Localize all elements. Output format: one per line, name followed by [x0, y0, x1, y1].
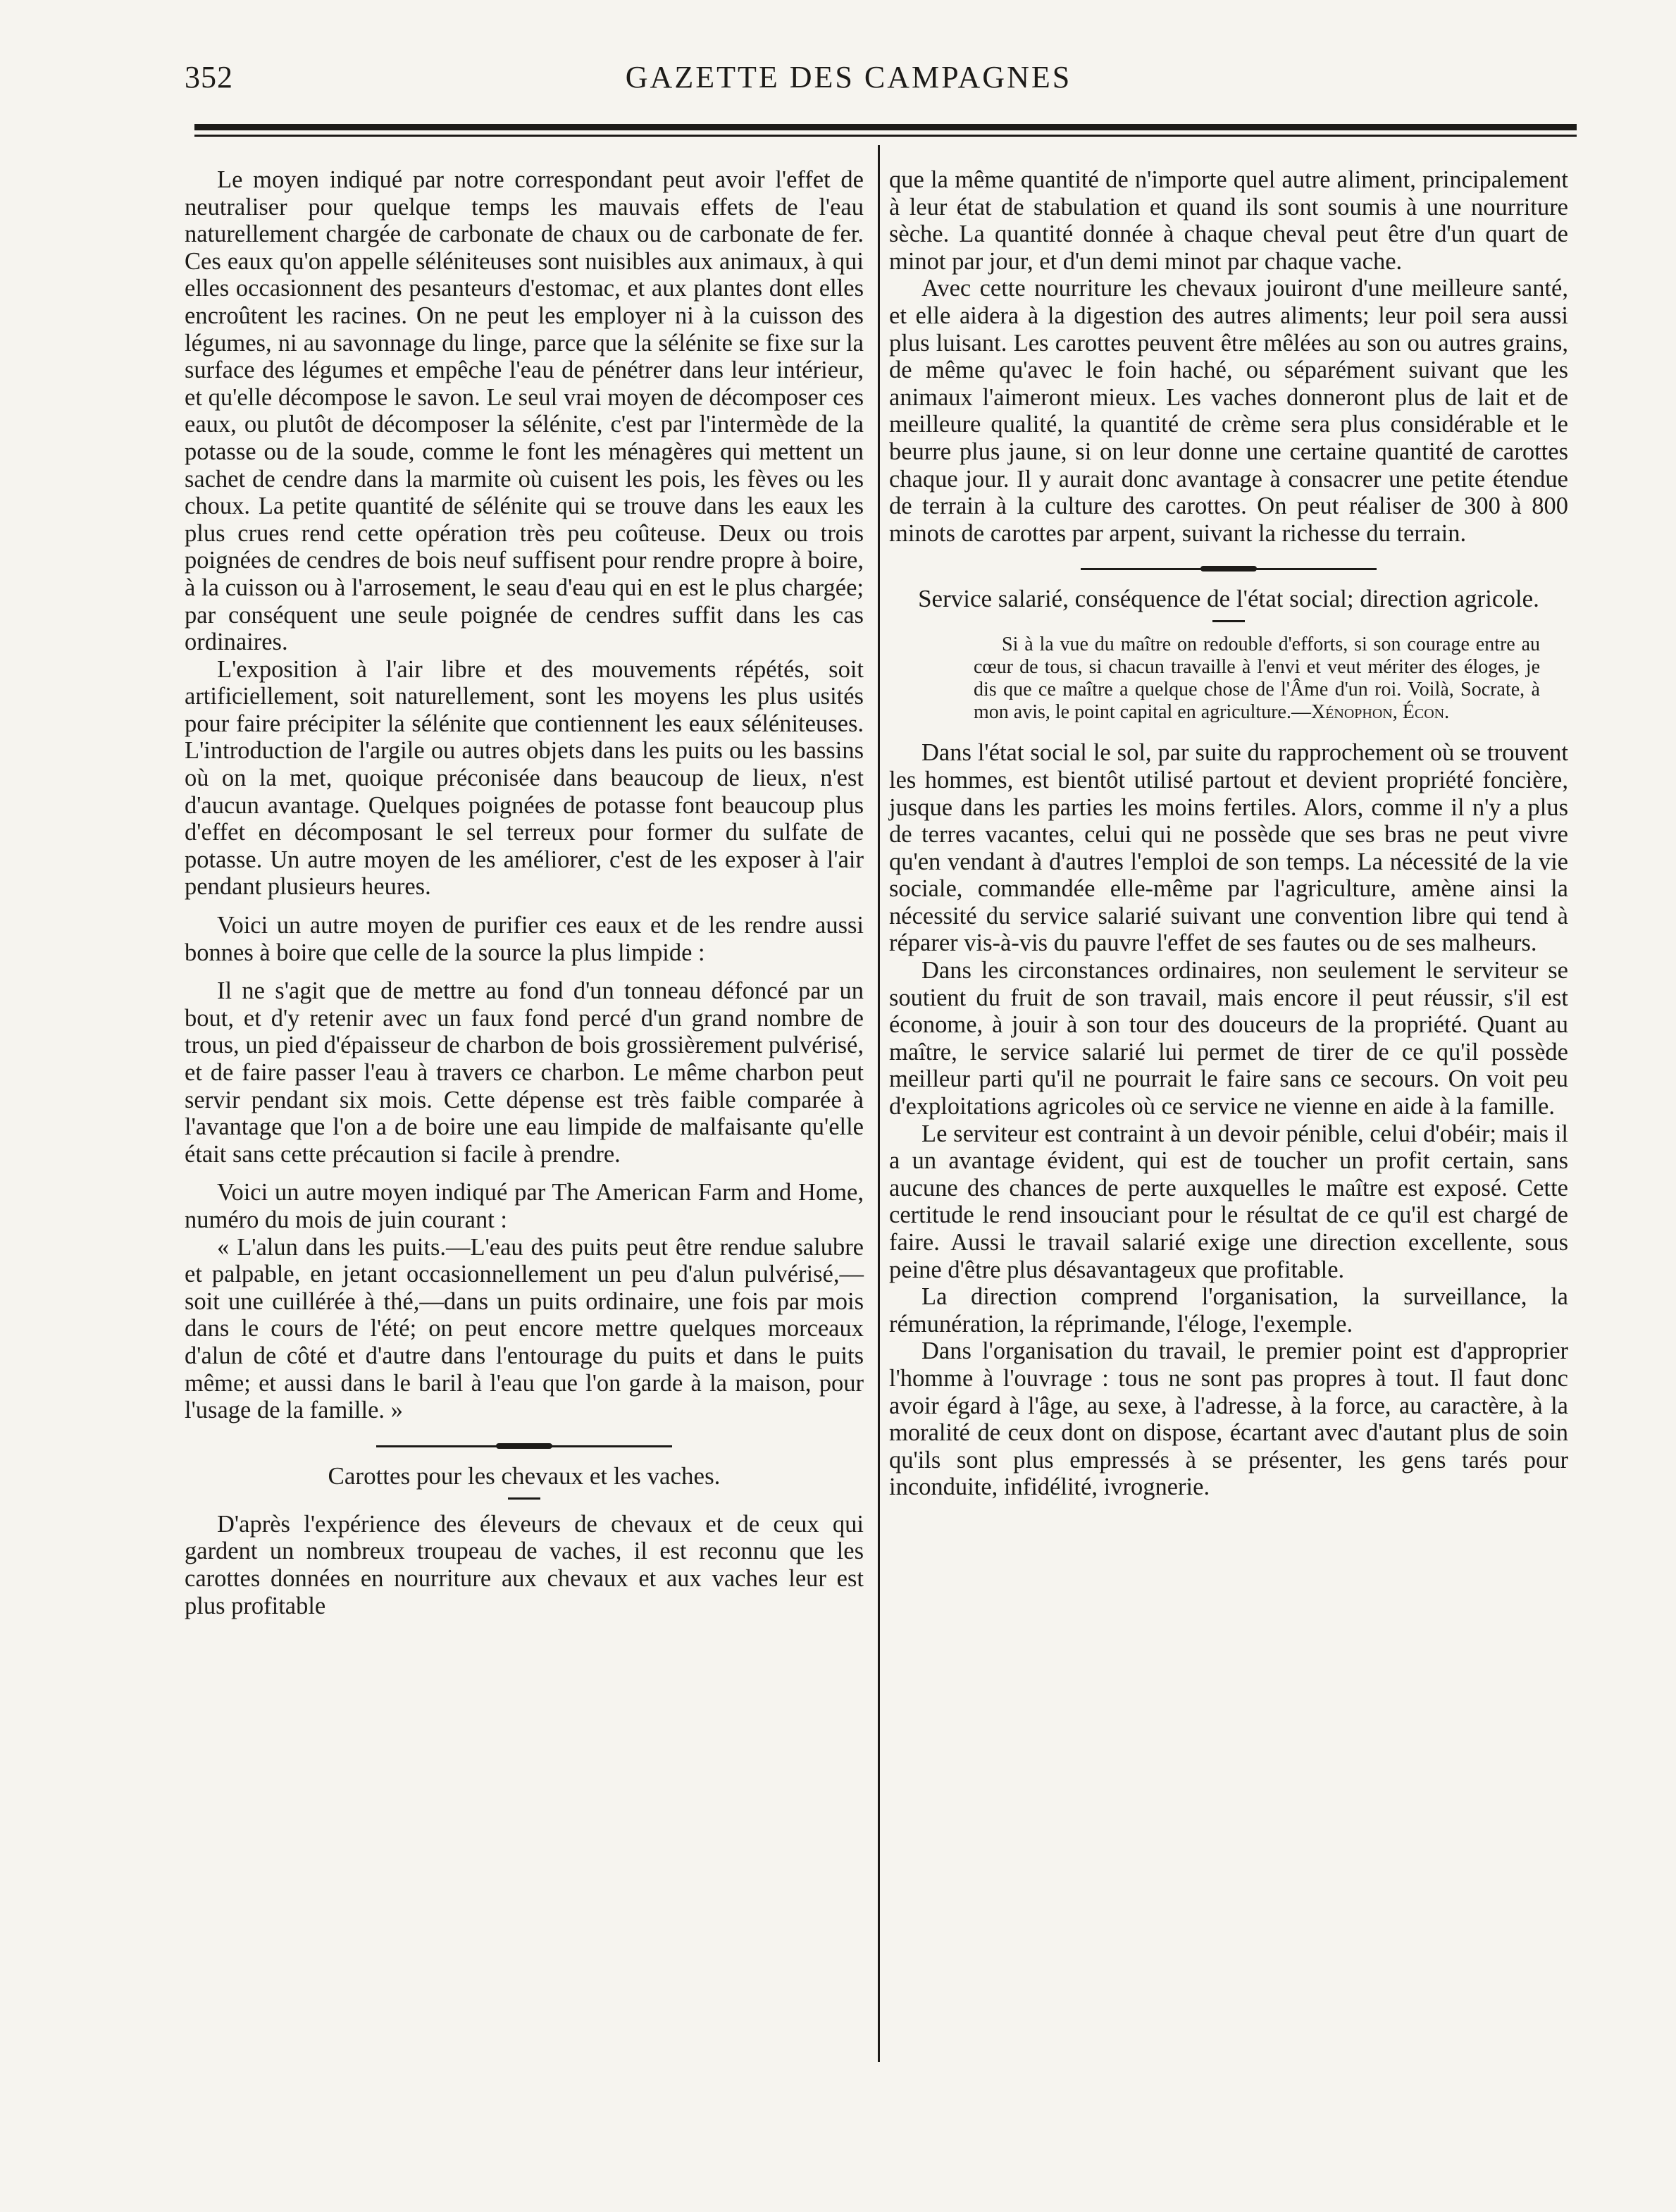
- section-heading-service: Service salarié, conséquence de l'état social; direction agricole.: [918, 585, 1539, 613]
- paragraph: D'après l'expérience des éleveurs de chevaux et de ceux qui gardent un nombreux troupeau de vaches, il est reconnu que les carottes données en nourriture aux chevaux et aux vaches leur est plus profitable: [185, 1510, 864, 1619]
- paragraph: que la même quantité de n'importe quel autre aliment, principalement à leur état de stabulation et quand ils sont soumis à une nourriture sèche. La quantité donnée à chaque cheval peut être d'un quart de minot par jour, et d'un demi minot par chaque vache.: [889, 166, 1568, 275]
- left-column: [185, 166, 864, 1619]
- paragraph: Il ne s'agit que de mettre au fond d'un tonneau défoncé par un bout, et d'y retenir avec un faux fond percé d'un grand nombre de trous, un pied d'épaisseur de charbon de bois grossièrement pulvérisé, et de faire passer l'eau à travers ce charbon. Le même charbon peut servir pendant six mois. Cette dépense est très faible comparée à l'avantage que l'on a de boire une eau limpide de malfaisante qu'elle était sans cette précaution si facile à prendre.: [185, 977, 864, 1168]
- paragraph: Le serviteur est contraint à un devoir pénible, celui d'obéir; mais il a un avantage évident, qui est de toucher un profit certain, sans aucune des chances de perte auxquelles le maître est exposé. Cette certitude le rend insouciant pour le résultat de ce qu'il est chargé de faire. Aussi le travail salarié exige une direction excellente, sous peine d'être plus désavantageux que profitable.: [889, 1120, 1568, 1283]
- heading-dash: [508, 1497, 540, 1500]
- paragraph: Dans l'état social le sol, par suite du rapprochement où se trouvent les hommes, est bientôt utilisé partout et devient propriété foncière, jusque dans les parties les moins fertiles. Alors, comme il n'y a plus de terres vacantes, celui qui ne possède que ses bras ne peut vivre qu'en vendant à d'autres l'emploi de son temps. La nécessité de la vie sociale, commandée elle-même par l'agriculture, amène ainsi la nécessité du service salarié suivant une convention libre qui tend à réparer vis-à-vis du pauvre l'effet de ses fautes ou de ses malheurs.: [889, 739, 1568, 957]
- paragraph: Dans l'organisation du travail, le premier point est d'approprier l'homme à l'ouvrage : tous ne sont pas propres à tout. Il faut donc avoir égard à l'âge, au sexe, à l'adresse, à la force, au caractère, à la moralité de ceux dont on dispose, écartant avec d'autant plus de soin qu'ils sont plus empressés à se présenter, les gens tarés pour inconduite, infidélité, ivrognerie.: [889, 1337, 1568, 1501]
- paragraph: L'exposition à l'air libre et des mouvements répétés, soit artificiellement, soit naturellement, sont les moyens les plus usités pour faire précipiter la sélénite que contiennent les eaux séléniteuses. L'introduction de l'argile ou autres objets dans les puits ou les bassins où on la met, quoique préconisée dans beaucoup de lieux, n'est d'aucun avantage. Quelques poignées de potasse font beaucoup plus d'effet en décomposant le sel terreux pour former du sulfate de potasse. Un autre moyen de les améliorer, c'est de les exposer à l'air pendant plusieurs heures.: [185, 655, 864, 901]
- heading-dash: [1212, 620, 1245, 622]
- paragraph: « L'alun dans les puits.—L'eau des puits peut être rendue salubre et palpable, en jetant occasionnellement un peu d'alun pulvérisé,—soit une cuillérée à thé,—dans un puits ordinaire, une fois par mois dans le cours de l'été; on peut encore mettre quelques morceaux d'alun de côté et d'autre dans l'entourage du puits et dans le puits même; et aussi dans le baril à l'eau que l'on garde à la maison, pour l'usage de la famille. »: [185, 1233, 864, 1424]
- page-number: 352: [185, 60, 233, 94]
- column-divider: [878, 145, 880, 2062]
- section-separator: [376, 1442, 672, 1450]
- running-title: GAZETTE DES CAMPAGNES: [625, 60, 1072, 94]
- section-separator: [1081, 565, 1377, 572]
- epigraph-text: Si à la vue du maître on redouble d'efforts, si son courage entre au cœur de tous, si chacun travaille à l'envi et veut mériter des éloges, je dis que ce maître a quelque chose de l'Âme d'un roi. Voilà, Socrate, à mon avis, le point capital en agriculture.—: [974, 634, 1540, 724]
- paragraph: Voici un autre moyen de purifier ces eaux et de les rendre aussi bonnes à boire que celle de la source la plus limpide :: [185, 912, 864, 966]
- paragraph: Le moyen indiqué par notre correspondant peut avoir l'effet de neutraliser pour quelque temps les mauvais effets de l'eau naturellement chargée de carbonate de chaux ou de carbonate de fer. Ces eaux qu'on appelle séléniteuses sont nuisibles aux animaux, à qui elles occasionnent des pesanteurs d'estomac, et aux plantes dont elles encroûtent les racines. On ne peut les employer ni à la cuisson des légumes, ni au savonnage du linge, parce que la sélénite se fixe sur la surface des légumes et empêche l'eau de pénétrer dans leur intérieur, et qu'elle décompose le savon. Le seul vrai moyen de décomposer ces eaux, ou plutôt de décomposer la sélénite, c'est par l'intermède de la potasse ou de la soude, comme le font les ménagères qui mettent un sachet de cendre dans la marmite où cuisent les pois, les fèves ou les choux. La petite quantité de sélénite qui se trouve dans les eaux les plus crues rend cette opération très peu coûteuse. Deux ou trois poignées de cendres de bois neuf suffisent pour rendre propre à boire, à la cuisson ou à l'arrosement, le seau d'eau qui en est le plus chargée; par conséquent une seule poignée de cendres suffit dans les cas ordinaires.: [185, 166, 864, 656]
- header-rule-thick: [194, 124, 1577, 130]
- epigraph: [974, 634, 1540, 724]
- right-column: [889, 166, 1568, 1501]
- epigraph-source: Xénophon, Écon.: [1310, 701, 1450, 724]
- paragraph: La direction comprend l'organisation, la surveillance, la rémunération, la réprimande, l'éloge, l'exemple.: [889, 1283, 1568, 1337]
- paragraph: Voici un autre moyen indiqué par The American Farm and Home, numéro du mois de juin courant :: [185, 1179, 864, 1233]
- paragraph: Avec cette nourriture les chevaux jouiront d'une meilleure santé, et elle aidera à la digestion des autres aliments; leur poil sera aussi plus luisant. Les carottes peuvent être mêlées au son ou autres grains, de même qu'avec le foin haché, ou séparément suivant que les animaux l'aimeront mieux. Les vaches donneront plus de lait et de meilleure qualité, la quantité de crème sera plus considérable et le beurre plus jaune, si on leur donne une certaine quantité de carottes chaque jour. Il y aurait donc avantage à consacrer une petite étendue de terrain à la culture des carottes. On peut réaliser de 300 à 800 minots de carottes par arpent, suivant la richesse du terrain.: [889, 275, 1568, 547]
- section-heading-carrots: Carottes pour les chevaux et les vaches.: [328, 1462, 721, 1490]
- header-rule-thin: [194, 135, 1577, 137]
- paragraph: Dans les circonstances ordinaires, non seulement le serviteur se soutient du fruit de son travail, mais encore il peut réussir, s'il est économe, à jouir à son tour des douceurs de la propriété. Quant au maître, le service salarié lui permet de tirer de ce qu'il possède meilleur parti qu'il ne pourrait le faire sans ce secours. On voit peu d'exploitations agricoles où ce service ne vienne en aide à la famille.: [889, 957, 1568, 1120]
